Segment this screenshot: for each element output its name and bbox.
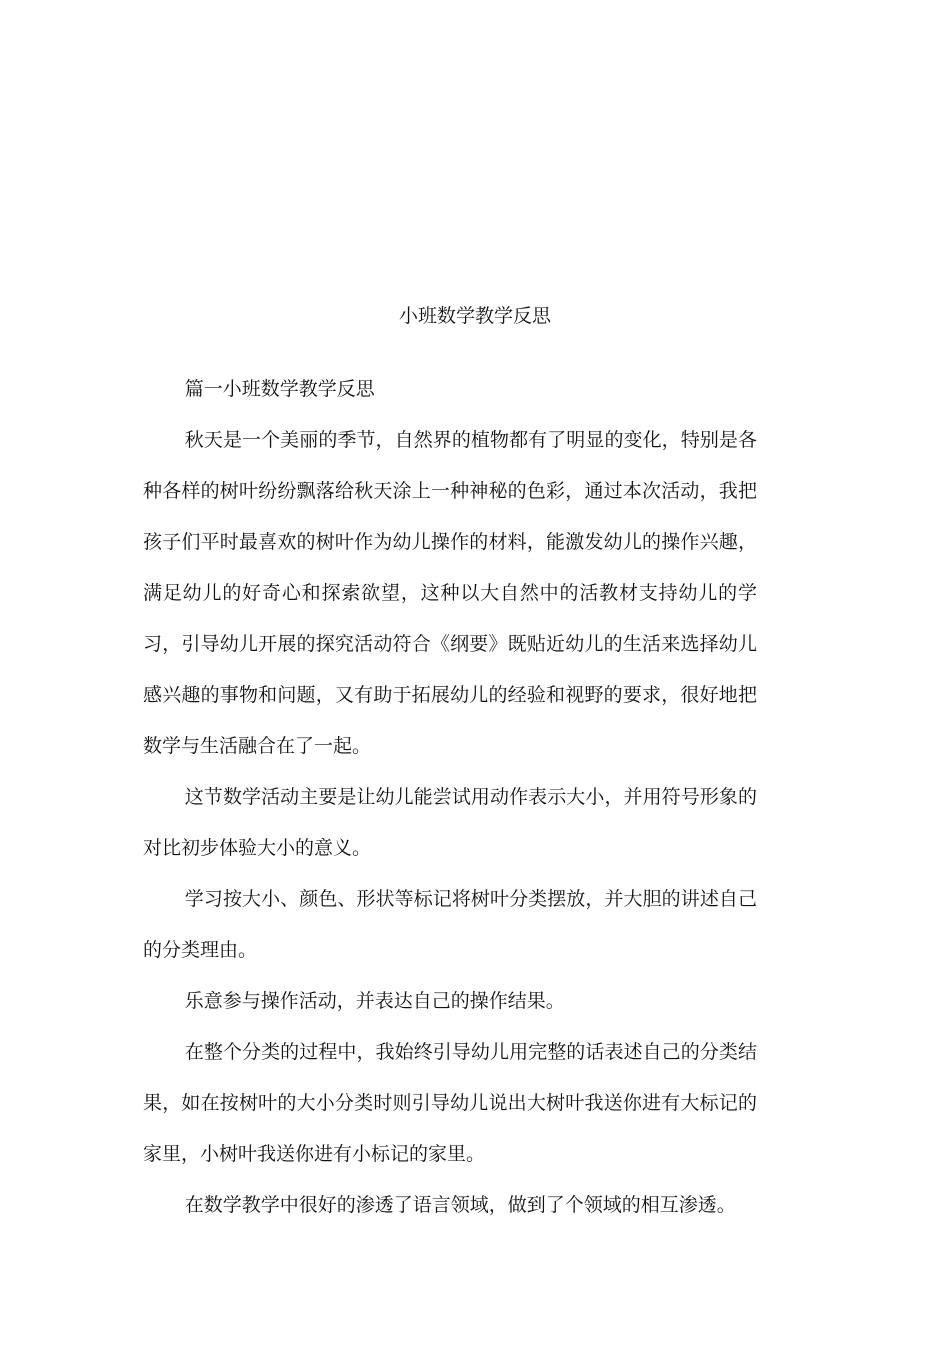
paragraph-autumn-leaves: 秋天是一个美丽的季节，自然界的植物都有了明显的变化，特别是各种各样的树叶纷纷飘落给秋天涂上一种神秘的色彩，通过本次活动，我把孩子们平时最喜欢的树叶作为幼儿操作的材料，能激发幼儿的操作兴趣，满足幼儿的好奇心和探索欲望，这种以大自然中的活教材支持幼儿的学习，引导幼儿开展的探究活动符合《纲要》既贴近幼儿的生活来选择幼儿感兴趣的事物和问题，又有助于拓展幼儿的经验和视野的要求，很好地把数学与生活融合在了一起。 <box>143 429 757 757</box>
document-body <box>143 364 757 1231</box>
document-title: 小班数学教学反思 <box>398 305 551 327</box>
section-heading: 篇一小班数学教学反思 <box>184 378 375 400</box>
paragraph-guidance: 在整个分类的过程中，我始终引导幼儿用完整的话表述自己的分类结果，如在按树叶的大小分类时则引导幼儿说出大树叶我送你进有大标记的家里，小树叶我送你进有小标记的家里。 <box>143 1041 757 1165</box>
paragraph-integration: 在数学教学中很好的渗透了语言领域，做到了个领域的相互渗透。 <box>184 1194 736 1216</box>
paragraph-activity-goal: 这节数学活动主要是让幼儿能尝试用动作表示大小，并用符号形象的对比初步体验大小的意义。 <box>143 786 757 859</box>
paragraph-classification: 学习按大小、颜色、形状等标记将树叶分类摆放，并大胆的讲述自己的分类理由。 <box>143 888 757 961</box>
paragraph-participation: 乐意参与操作活动，并表达自己的操作结果。 <box>184 990 565 1012</box>
